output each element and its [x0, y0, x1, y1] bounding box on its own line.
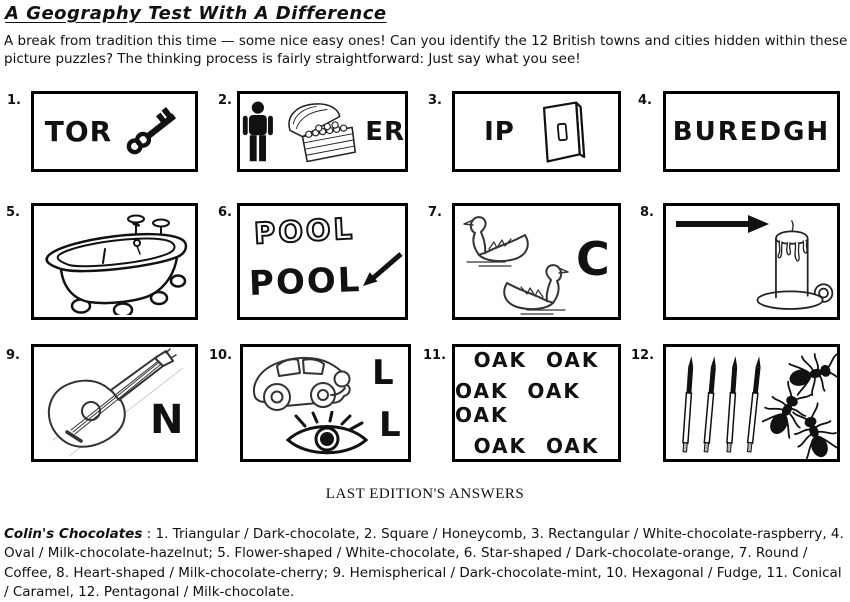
light-switch-icon — [533, 99, 589, 165]
page-title: A Geography Test With A Difference — [5, 3, 387, 24]
puzzle-number-6: 6. — [218, 205, 232, 220]
puzzle-4-text: BUREDGH — [672, 116, 831, 147]
puzzle-6-text-top: POOL — [253, 211, 356, 251]
puzzle-11-line-1: OAK OAK — [473, 348, 600, 372]
answers-text: : 1. Triangular / Dark-chocolate, 2. Square / Honeycomb, 3. Rectangular / White-chocolate-raspberry, 4. Oval / Milk-chocolate-hazelnut; 5. Flower-shaped / White-chocolate, 6. Star-shaped / Dark-chocolate-orange, 7. Round / Coffee, 8. Heart-shaped / Milk-chocolate-cherry; 9. Hemispherical / Dark-chocolate-mint, 10. Hexagonal / Fudge, 11. Conical / Caramel, 12. Pentagonal / Milk-chocolate. — [4, 525, 844, 600]
eye-icon — [283, 411, 371, 461]
puzzle-box-9 — [31, 344, 198, 462]
puzzle-number-1: 1. — [7, 93, 21, 108]
puzzle-box-6 — [237, 203, 408, 320]
puzzle-box-11 — [452, 344, 621, 462]
puzzle-number-7: 7. — [428, 205, 442, 220]
answers-lead: Colin's Chocolates — [4, 525, 143, 542]
car-icon — [249, 349, 355, 415]
arrow-down-left-icon — [359, 250, 405, 292]
puzzle-number-5: 5. — [6, 205, 20, 220]
key-icon — [122, 103, 184, 161]
ants-icon — [762, 353, 838, 459]
last-edition-answers-heading: LAST EDITION'S ANSWERS — [325, 486, 525, 502]
puzzle-10-text-first: L — [372, 353, 394, 393]
treasure-chest-icon — [283, 101, 358, 163]
puzzle-box-12 — [663, 344, 840, 462]
puzzle-number-4: 4. — [638, 93, 652, 108]
puzzle-9-text: N — [150, 397, 184, 443]
puzzle-number-8: 8. — [640, 205, 654, 220]
puzzle-box-10 — [240, 344, 411, 462]
candle-icon — [730, 212, 836, 316]
puzzle-box-2 — [237, 91, 408, 172]
puzzle-box-1 — [31, 91, 198, 172]
bathtub-icon — [39, 209, 191, 315]
puzzle-number-9: 9. — [6, 348, 20, 363]
puzzle-number-3: 3. — [428, 93, 442, 108]
puzzle-number-10: 10. — [209, 348, 233, 363]
puzzle-11-line-3: OAK OAK — [473, 434, 600, 458]
puzzle-box-4 — [663, 91, 840, 172]
puzzle-11-line-2: OAK OAK OAK — [455, 379, 581, 427]
puzzle-3-text: IP — [484, 116, 515, 147]
puzzle-11-text-block — [455, 347, 618, 459]
puzzle-box-7 — [452, 203, 621, 320]
swan-icon — [457, 207, 575, 316]
puzzle-1-text: TOR — [44, 115, 113, 148]
puzzle-number-12: 12. — [631, 348, 655, 363]
puzzle-box-5 — [31, 203, 198, 320]
puzzle-number-2: 2. — [218, 93, 232, 108]
puzzle-2-text: ER — [365, 116, 405, 147]
puzzle-7-text: C — [576, 232, 610, 286]
man-icon — [240, 100, 276, 164]
puzzle-box-8 — [663, 203, 840, 320]
puzzle-box-3 — [452, 91, 621, 172]
puzzle-number-11: 11. — [423, 348, 447, 363]
answers-paragraph — [4, 525, 847, 602]
puzzle-6-text-bottom: POOL — [248, 260, 363, 304]
intro-text: A break from tradition this time — some nice easy ones! Can you identify the 12 British towns and cities hidden within these picture puzzles? The thinking process is fairly straightforward: Just say what you see! — [4, 33, 848, 67]
pens-icon — [678, 354, 770, 456]
puzzle-10-text-second: L — [379, 405, 401, 445]
